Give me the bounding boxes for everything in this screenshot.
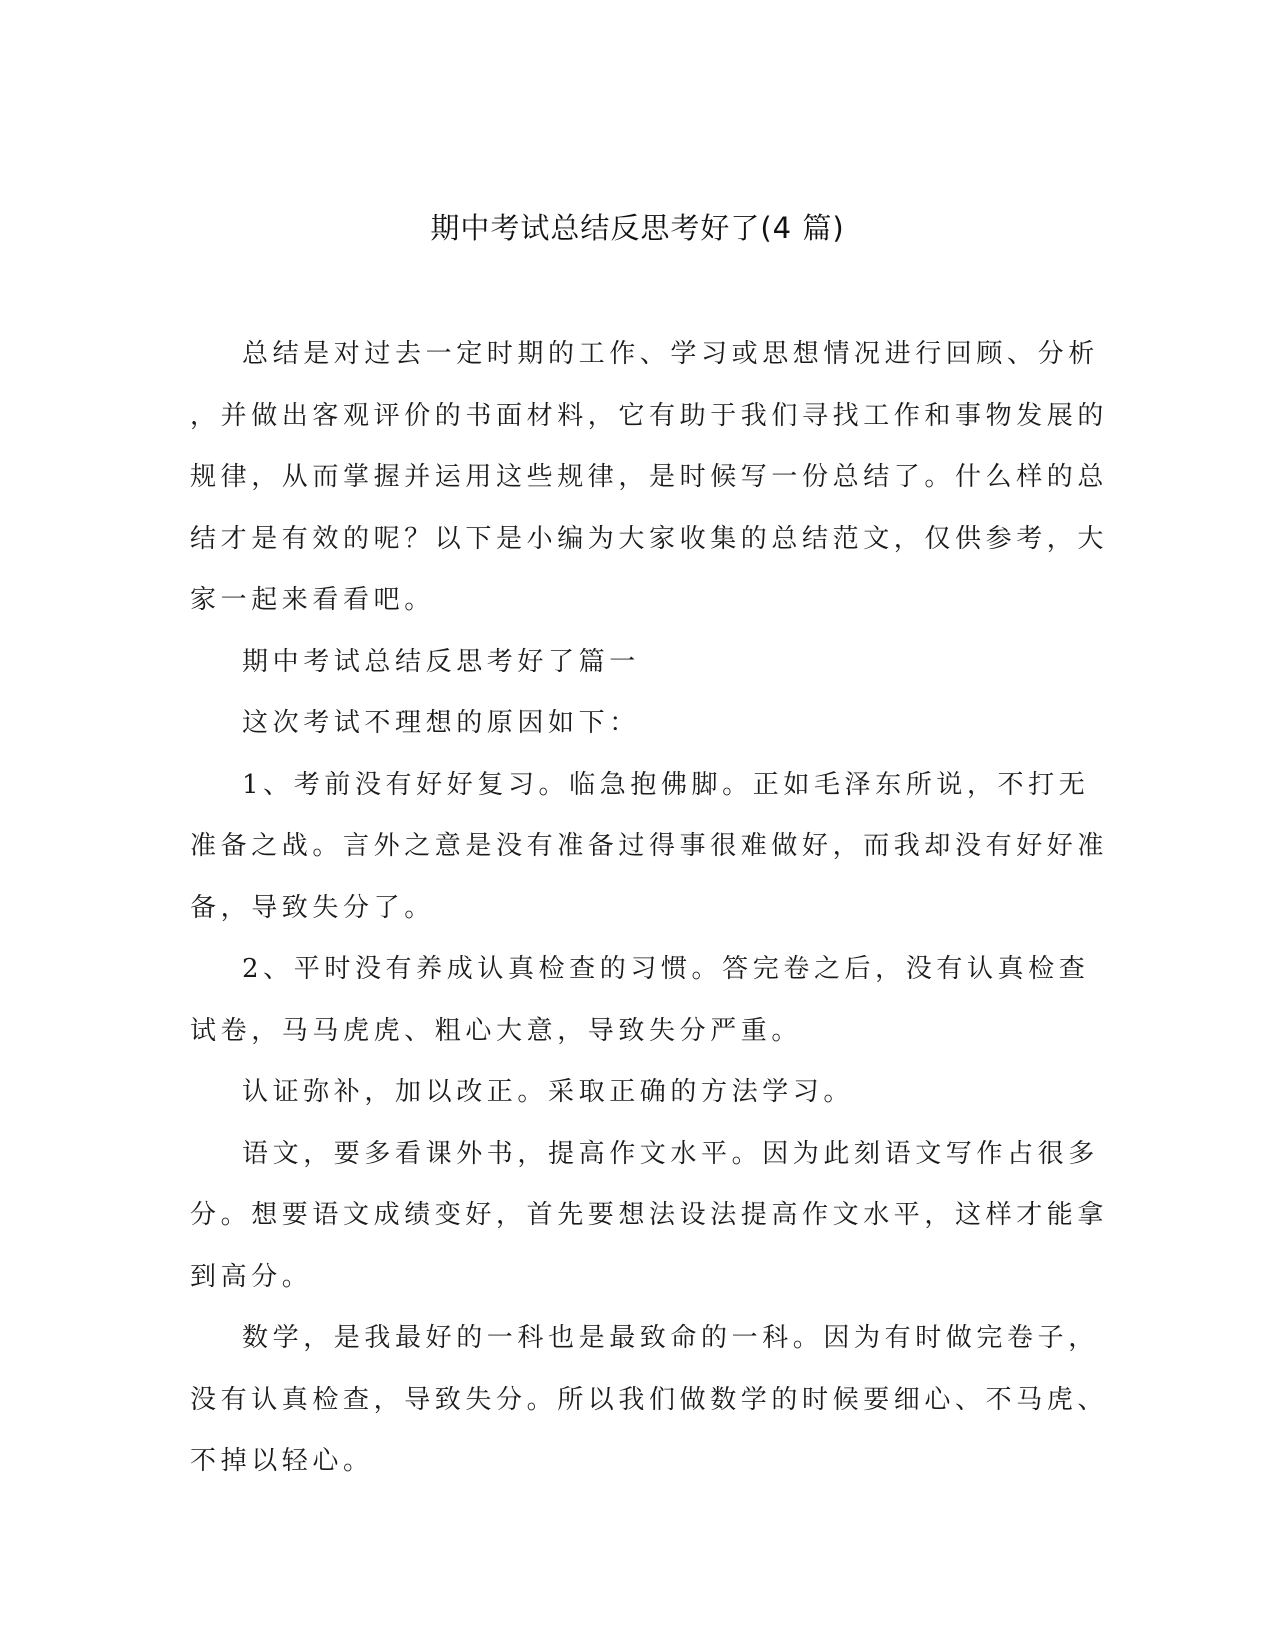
paragraph-continuation-line: 备，导致失分了。 (190, 892, 435, 923)
paragraph-continuation-line: 不掉以轻心。 (190, 1446, 374, 1476)
paragraph-continuation-line: 结才是有效的呢？以下是小编为大家收集的总结范文，仅供参考，大 (190, 523, 1109, 554)
paragraph-continuation-line: 家一起来看看吧。 (190, 585, 435, 615)
document-title: 期中考试总结反思考好了(4 篇) (430, 211, 845, 245)
paragraph-start-line: 总结是对过去一定时期的工作、学习或思想情况进行回顾、分析 (242, 339, 1099, 369)
document-body (190, 324, 1109, 1493)
paragraph-continuation-line: ，并做出客观评价的书面材料，它有助于我们寻找工作和事物发展的 (190, 400, 1109, 431)
paragraph-start-line: 期中考试总结反思考好了篇一 (242, 646, 640, 677)
paragraph-continuation-line: 没有认真检查，导致失分。所以我们做数学的时候要细心、不马虎、 (190, 1384, 1109, 1415)
paragraph-start-line: 2、平时没有养成认真检查的习惯。答完卷之后，没有认真检查 (242, 954, 1090, 984)
paragraph-start-line: 这次考试不理想的原因如下： (242, 708, 640, 738)
paragraph-continuation-line: 规律，从而掌握并运用这些规律，是时候写一份总结了。什么样的总 (190, 462, 1109, 492)
paragraph-start-line: 认证弥补，加以改正。采取正确的方法学习。 (242, 1077, 855, 1107)
paragraph-continuation-line: 分。想要语文成绩变好，首先要想法设法提高作文水平，这样才能拿 (190, 1200, 1109, 1230)
paragraph-start-line: 语文，要多看课外书，提高作文水平。因为此刻语文写作占很多 (242, 1138, 1099, 1169)
paragraph-continuation-line: 试卷，马马虎虎、粗心大意，导致失分严重。 (190, 1015, 803, 1046)
paragraph-continuation-line: 准备之战。言外之意是没有准备过得事很难做好，而我却没有好好准 (190, 831, 1109, 861)
paragraph-start-line: 1、考前没有好好复习。临急抱佛脚。正如毛泽东所说，不打无 (242, 769, 1090, 800)
paragraph-continuation-line: 到高分。 (190, 1261, 313, 1292)
paragraph-start-line: 数学，是我最好的一科也是最致命的一科。因为有时做完卷子， (242, 1323, 1099, 1353)
